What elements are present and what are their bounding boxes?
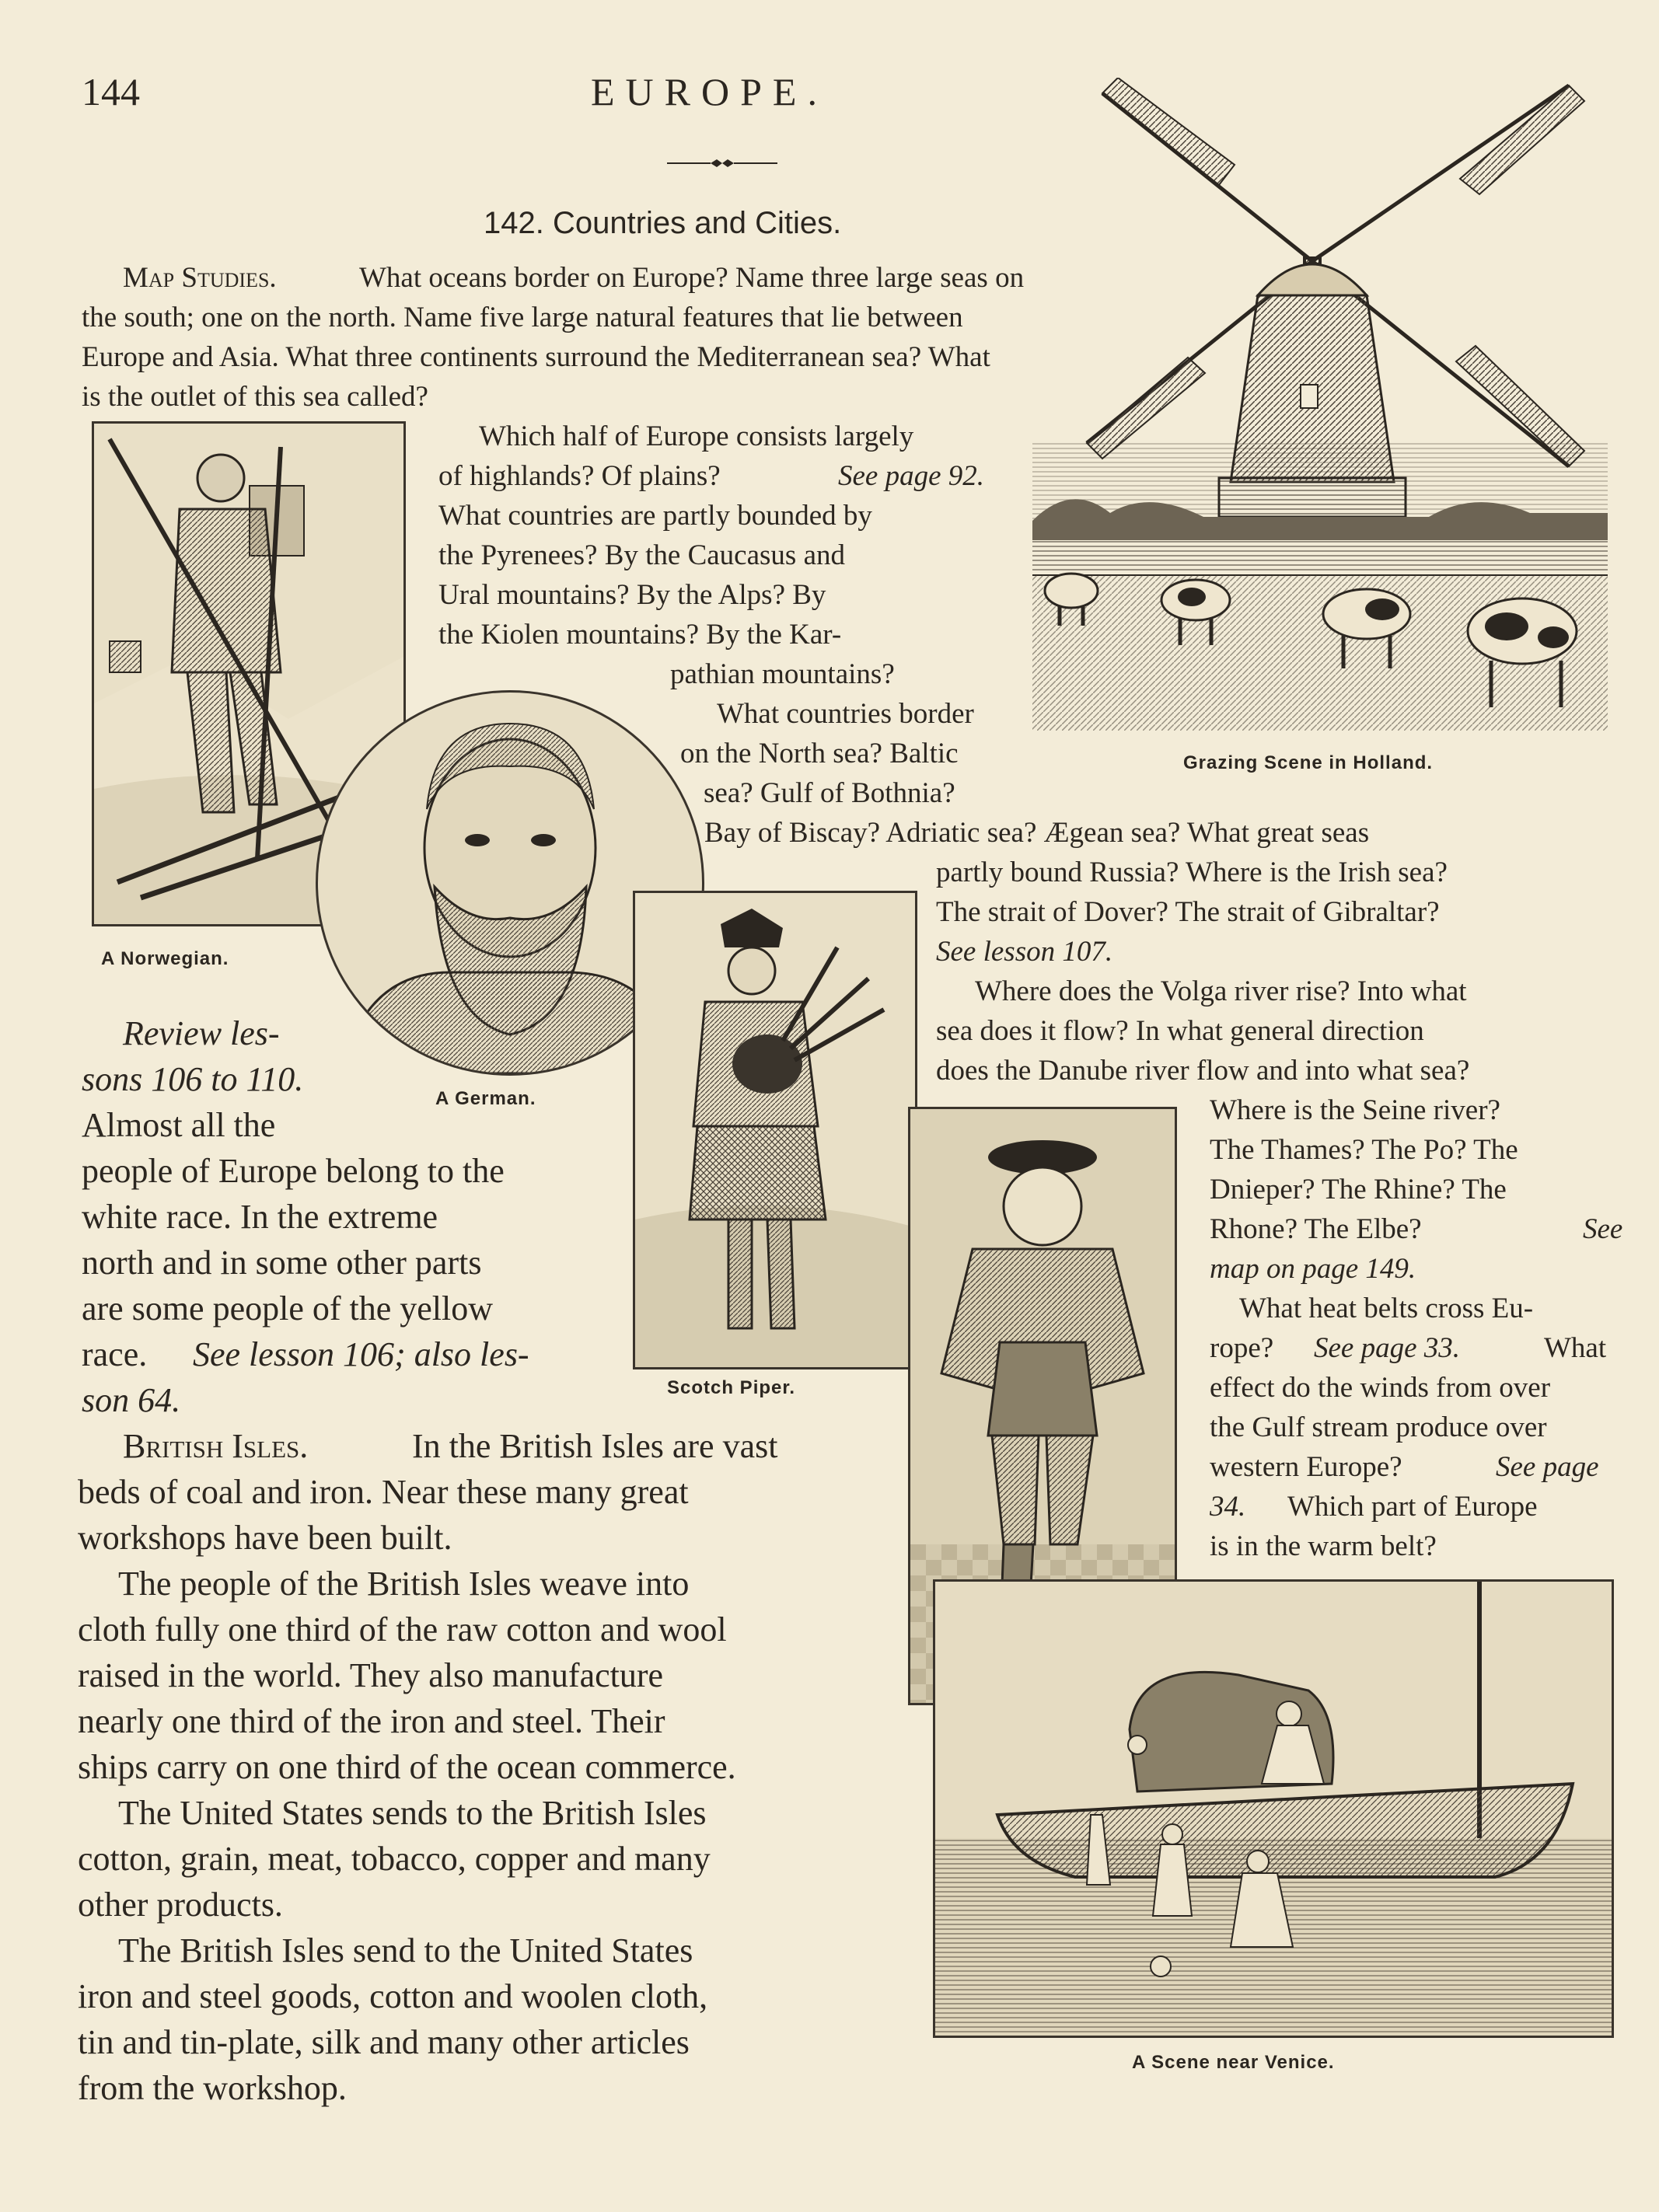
british-p2-line-1: The people of the British Isles weave into [118,1565,690,1603]
para2-line-7: pathian mountains? [670,658,895,690]
british-p2-line-4: nearly one third of the iron and steel. Their [78,1702,665,1740]
para4-ref-b: map on page 149. [1210,1253,1416,1285]
para4-line-7: Rhone? The Elbe? [1210,1213,1422,1245]
british-p1-line-3: workshops have been built. [78,1519,452,1557]
para2-line-6: the Kiolen mountains? By the Kar- [438,619,842,651]
para4-ref-a: See [1583,1213,1623,1245]
british-p4-line-4: from the workshop. [78,2069,347,2107]
para2-line-1: Which half of Europe consists largely [479,420,914,452]
review-line-1: Review les- [123,1014,280,1052]
section-title: 142. Countries and Cities. [484,206,842,240]
holland-grazing-illustration [1025,78,1615,746]
para2-line-4: the Pyrenees? By the Caucasus and [438,539,845,571]
race-line-4: north and in some other parts [82,1244,482,1282]
para5-line-3: effect do the winds from over [1210,1372,1551,1404]
para3-line-6: The strait of Dover? The strait of Gibraltar? [936,896,1440,928]
british-p2-line-5: ships carry on one third of the ocean commerce. [78,1748,736,1786]
review-line-2: sons 106 to 110. [82,1060,304,1098]
british-p1-line-1: In the British Isles are vast [412,1427,778,1465]
race-line-3: white race. In the extreme [82,1198,438,1236]
para3-ref: See lesson 107. [936,936,1113,968]
caption-norwegian: A Norwegian. [101,948,229,969]
para5-ref-b: See page [1496,1451,1599,1483]
para5-line-6: Which part of Europe [1287,1491,1538,1523]
british-p4-line-2: iron and steel goods, cotton and woolen cloth, [78,1977,708,2015]
british-p2-line-3: raised in the world. They also manufacture [78,1656,664,1694]
para3-line-3: sea? Gulf of Bothnia? [704,777,955,809]
british-p3-line-3: other products. [78,1886,283,1924]
para3-line-1: What countries border [717,698,974,730]
para5-line-5: western Europe? [1210,1451,1402,1483]
venice-illustration [933,1579,1614,2038]
british-p3-line-1: The United States sends to the British Isles [118,1794,707,1832]
british-isles-label: British Isles. [123,1427,309,1465]
para1-line-3: Europe and Asia. What three continents surround the Mediterranean sea? What [82,341,990,373]
map-studies-label: Map Studies. [123,262,277,294]
para4-line-5: The Thames? The Po? The [1210,1134,1518,1166]
page-number: 144 [82,70,140,113]
caption-piper: Scotch Piper. [667,1377,796,1398]
para2-line-5: Ural mountains? By the Alps? By [438,579,826,611]
para1-line-4: is the outlet of this sea called? [82,381,428,413]
para4-line-4: Where is the Seine river? [1210,1094,1500,1126]
race-ref-b: son 64. [82,1381,181,1419]
para5-line-2b: What [1544,1332,1607,1364]
para4-line-2: sea does it flow? In what general direction [936,1015,1424,1047]
caption-german: A German. [435,1088,536,1109]
para5-line-1: What heat belts cross Eu- [1239,1293,1534,1324]
para3-line-2: on the North sea? Baltic [680,738,959,769]
british-p3-line-2: cotton, grain, meat, tobacco, copper and many [78,1840,711,1878]
para3-line-4: Bay of Biscay? Adriatic sea? Ægean sea? What great seas [704,817,1370,849]
race-line-2: people of Europe belong to the [82,1152,505,1190]
para4-line-6: Dnieper? The Rhine? The [1210,1174,1507,1205]
para3-line-5: partly bound Russia? Where is the Irish sea? [936,857,1448,888]
caption-venice: A Scene near Venice. [1132,2052,1335,2073]
scotch-piper-illustration [633,891,917,1369]
para5-ref-c: 34. [1210,1491,1246,1523]
race-ref-a: See lesson 106; also les- [193,1335,529,1373]
para5-line-7: is in the warm belt? [1210,1530,1437,1562]
british-p1-line-2: beds of coal and iron. Near these many great [78,1473,689,1511]
caption-holland: Grazing Scene in Holland. [1183,752,1434,773]
para4-line-1: Where does the Volga river rise? Into what [975,975,1467,1007]
british-p4-line-3: tin and tin-plate, silk and many other articles [78,2023,690,2061]
header-ornament [667,155,777,171]
para2-line-2: of highlands? Of plains? [438,460,721,492]
para2-ref: See page 92. [838,460,985,492]
para2-line-3: What countries are partly bounded by [438,500,872,532]
para5-ref-a: See page 33. [1314,1332,1461,1364]
para1-line-1: What oceans border on Europe? Name three large seas on [359,262,1025,294]
para1-line-2: the south; one on the north. Name five large natural features that lie between [82,302,963,333]
running-title: EUROPE. [591,70,828,113]
para5-line-2a: rope? [1210,1332,1274,1364]
british-p4-line-1: The British Isles send to the United States [118,1931,693,1970]
para4-line-3: does the Danube river flow and into what sea? [936,1055,1470,1087]
race-line-5: are some people of the yellow [82,1289,494,1328]
para5-line-4: the Gulf stream produce over [1210,1411,1547,1443]
race-line-6: race. [82,1335,148,1373]
race-line-1: Almost all the [82,1106,276,1144]
british-p2-line-2: cloth fully one third of the raw cotton and wool [78,1610,727,1649]
